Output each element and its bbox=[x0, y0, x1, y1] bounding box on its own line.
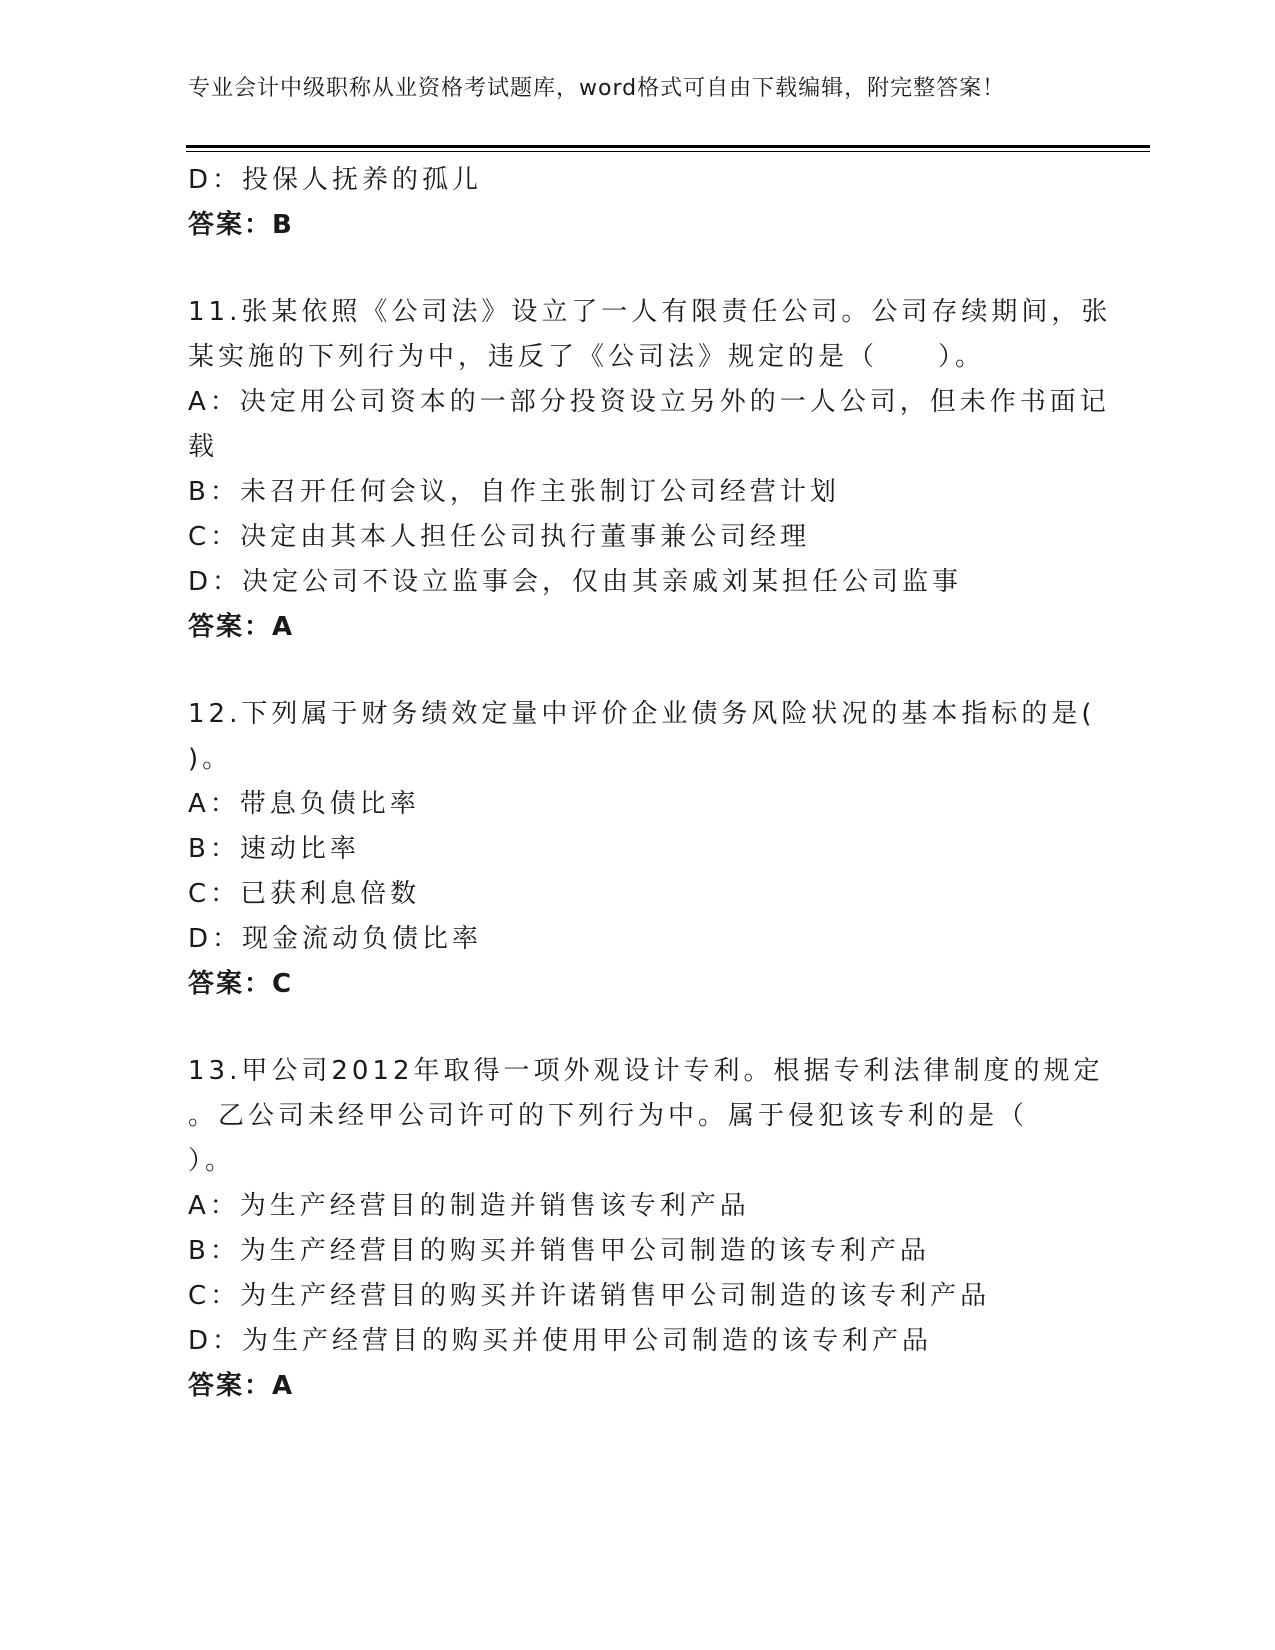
header-rule-thick bbox=[186, 145, 1150, 148]
option-c: C：为生产经营目的购买并许诺销售甲公司制造的该专利产品 bbox=[188, 1281, 991, 1311]
option-a-continued: 载 bbox=[188, 432, 219, 462]
option-a: A：决定用公司资本的一部分投资设立另外的一人公司，但未作书面记 bbox=[188, 387, 1110, 417]
question-stem-line: ）。 bbox=[188, 1146, 236, 1176]
question-stem-line: 某实施的下列行为中，违反了《公司法》规定的是（ ）。 bbox=[188, 342, 986, 372]
spacer bbox=[188, 1007, 1088, 1049]
spacer bbox=[188, 650, 1088, 692]
option-d: D：现金流动负债比率 bbox=[188, 924, 483, 954]
prev-option-d: D：投保人抚养的孤儿 bbox=[188, 165, 483, 195]
question-stem-line: 11.张某依照《公司法》设立了一人有限责任公司。公司存续期间，张 bbox=[188, 297, 1112, 327]
option-d: D：决定公司不设立监事会，仅由其亲戚刘某担任公司监事 bbox=[188, 567, 963, 597]
question-stem-line: )。 bbox=[188, 744, 233, 774]
question-13 bbox=[188, 1049, 1104, 1409]
option-b: B：速动比率 bbox=[188, 834, 360, 864]
option-a: A：为生产经营目的制造并销售该专利产品 bbox=[188, 1191, 750, 1221]
option-c: C：已获利息倍数 bbox=[188, 879, 421, 909]
option-b: B：为生产经营目的购买并销售甲公司制造的该专利产品 bbox=[188, 1236, 930, 1266]
page-header: 专业会计中级职称从业资格考试题库，word格式可自由下载编辑，附完整答案！ bbox=[188, 76, 1006, 101]
document-body bbox=[188, 158, 1112, 1409]
prev-answer: 答案：B bbox=[188, 210, 294, 240]
answer: 答案：A bbox=[188, 1371, 295, 1401]
question-stem-line: 12.下列属于财务绩效定量中评价企业债务风险状况的基本指标的是( bbox=[188, 699, 1096, 729]
answer: 答案：C bbox=[188, 969, 294, 999]
spacer bbox=[188, 248, 1088, 290]
option-c: C：决定由其本人担任公司执行董事兼公司经理 bbox=[188, 522, 811, 552]
question-12 bbox=[188, 692, 1096, 1007]
option-a: A：带息负债比率 bbox=[188, 789, 420, 819]
answer: 答案：A bbox=[188, 612, 295, 642]
header-rule-thin bbox=[186, 151, 1150, 152]
question-stem-line: 13.甲公司2012年取得一项外观设计专利。根据专利法律制度的规定 bbox=[188, 1056, 1104, 1086]
question-11 bbox=[188, 290, 1112, 650]
option-b: B：未召开任何会议，自作主张制订公司经营计划 bbox=[188, 477, 840, 507]
option-d: D：为生产经营目的购买并使用甲公司制造的该专利产品 bbox=[188, 1326, 933, 1356]
question-stem-line: 。乙公司未经甲公司许可的下列行为中。属于侵犯该专利的是（ bbox=[188, 1101, 1029, 1131]
